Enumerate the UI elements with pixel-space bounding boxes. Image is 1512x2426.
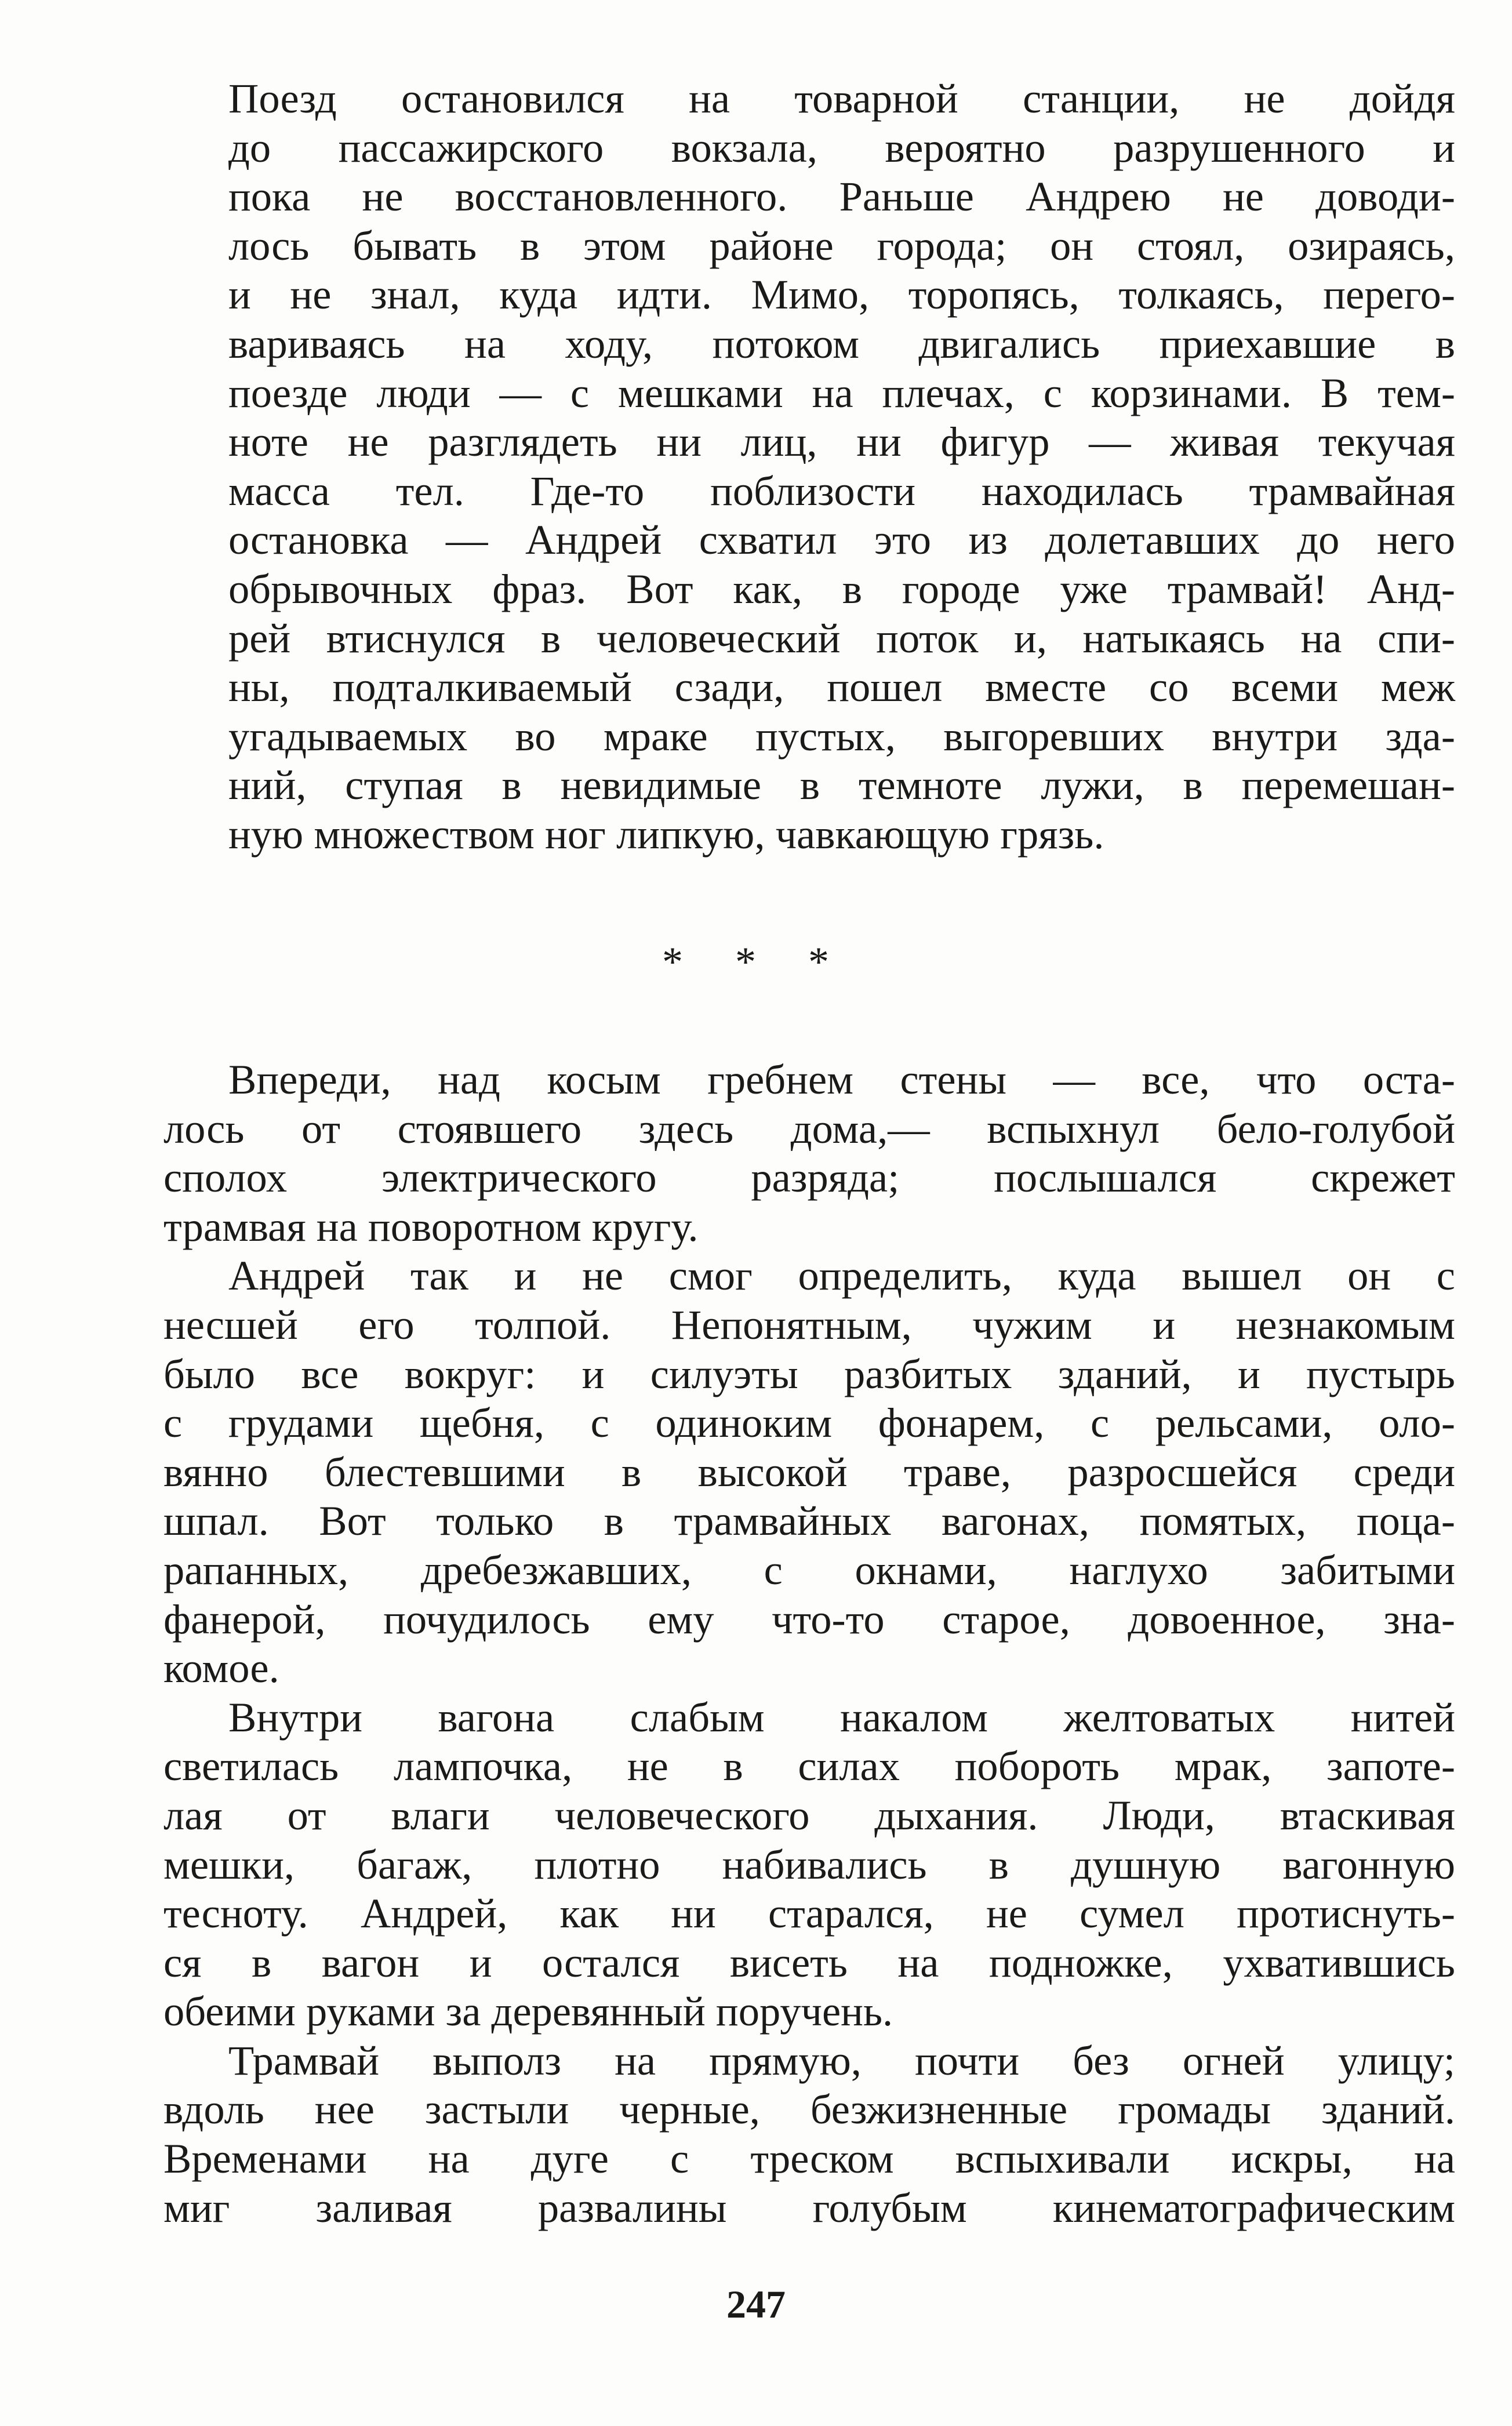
text-line: вариваясь на ходу, потоком двигались приехавшие в: [228, 319, 1455, 367]
text-line: обрывочных фраз. Вот как, в городе уже трамвай! Анд-: [228, 565, 1455, 612]
text-line: Впереди, над косым гребнем стены — все, что оста-: [228, 1056, 1455, 1103]
text-line: было все вокруг: и силуэты разбитых зданий, и пустырь: [163, 1350, 1455, 1397]
section-2-text: [163, 1055, 1455, 2232]
text-line: светилась лампочка, не в силах побороть мрак, запоте-: [163, 1742, 1455, 1790]
text-line: масса тел. Где-то поблизости находилась трамвайная: [228, 467, 1455, 514]
text-line: до пассажирского вокзала, вероятно разрушенного и: [228, 124, 1455, 171]
text-line: Внутри вагона слабым накалом желтоватых нитей: [228, 1693, 1455, 1741]
text-line: комое.: [163, 1644, 279, 1692]
text-line: Временами на дуге с треском вспыхивали искры, на: [163, 2135, 1455, 2182]
text-line: рапанных, дребезжавших, с окнами, наглухо забитыми: [163, 1546, 1455, 1593]
text-line: миг заливая развалины голубым кинематографическим: [163, 2184, 1455, 2231]
text-line: рей втиснулся в человеческий поток и, натыкаясь на спи-: [228, 614, 1455, 662]
text-line: ную множеством ног липкую, чавкающую грязь.: [228, 810, 1104, 858]
text-line: обеими руками за деревянный поручень.: [163, 1988, 893, 2035]
text-line: шпал. Вот только в трамвайных вагонах, помятых, поца-: [163, 1497, 1455, 1545]
text-line: лая от влаги человеческого дыхания. Люди, втаскивая: [163, 1791, 1455, 1839]
text-line: лось от стоявшего здесь дома,— вспыхнул бело-голубой: [163, 1105, 1455, 1152]
text-line: поезде люди — с мешками на плечах, с корзинами. В тем-: [228, 369, 1455, 416]
text-line: ся в вагон и остался висеть на подножке, ухватившись: [163, 1938, 1455, 1986]
text-line: несшей его толпой. Непонятным, чужим и незнакомым: [163, 1301, 1455, 1348]
text-line: пока не восстановленного. Раньше Андрею не доводи-: [228, 173, 1455, 220]
text-line: ний, ступая в невидимые в темноте лужи, в перемешан-: [228, 761, 1455, 809]
text-line: вянно блестевшими в высокой траве, разросшейся среди: [163, 1448, 1455, 1495]
section-1-text: [163, 74, 1455, 859]
text-line: трамвая на поворотном кругу.: [163, 1203, 699, 1250]
text-line: Андрей так и не смог определить, куда вышел он с: [228, 1252, 1455, 1299]
text-line: вдоль нее застыли черные, безжизненные громады зданий.: [163, 2086, 1455, 2133]
text-line: тесноту. Андрей, как ни старался, не сумел протиснуть-: [163, 1890, 1455, 1937]
paragraph-1: [163, 74, 1455, 859]
text-line: Поезд остановился на товарной станции, не дойдя: [228, 75, 1455, 122]
section-separator: * * *: [662, 939, 850, 985]
text-line: ны, подталкиваемый сзади, пошел вместе со всеми меж: [228, 663, 1455, 711]
paragraph-3: [163, 1251, 1455, 1693]
text-line: сполох электрического разряда; послышался скрежет: [163, 1154, 1455, 1201]
text-line: мешки, багаж, плотно набивались в душную вагонную: [163, 1840, 1455, 1888]
paragraph-4: [163, 1693, 1455, 2036]
text-line: фанерой, почудилось ему что-то старое, довоенное, зна-: [163, 1595, 1455, 1643]
text-line: угадываемых во мраке пустых, выгоревших внутри зда-: [228, 712, 1455, 760]
page-number: 247: [726, 2282, 786, 2326]
text-line: Трамвай выполз на прямую, почти без огней улицу;: [228, 2036, 1455, 2084]
text-line: ноте не разглядеть ни лиц, ни фигур — живая текучая: [228, 418, 1455, 466]
text-line: с грудами щебня, с одиноким фонарем, с рельсами, оло-: [163, 1399, 1455, 1447]
text-line: и не знал, куда идти. Мимо, торопясь, толкаясь, перего-: [228, 271, 1455, 318]
paragraph-2: [163, 1055, 1455, 1251]
text-line: лось бывать в этом районе города; он стоял, озираясь,: [228, 221, 1455, 269]
paragraph-5: [163, 2036, 1455, 2232]
text-line: остановка — Андрей схватил это из долетавших до него: [228, 516, 1455, 564]
